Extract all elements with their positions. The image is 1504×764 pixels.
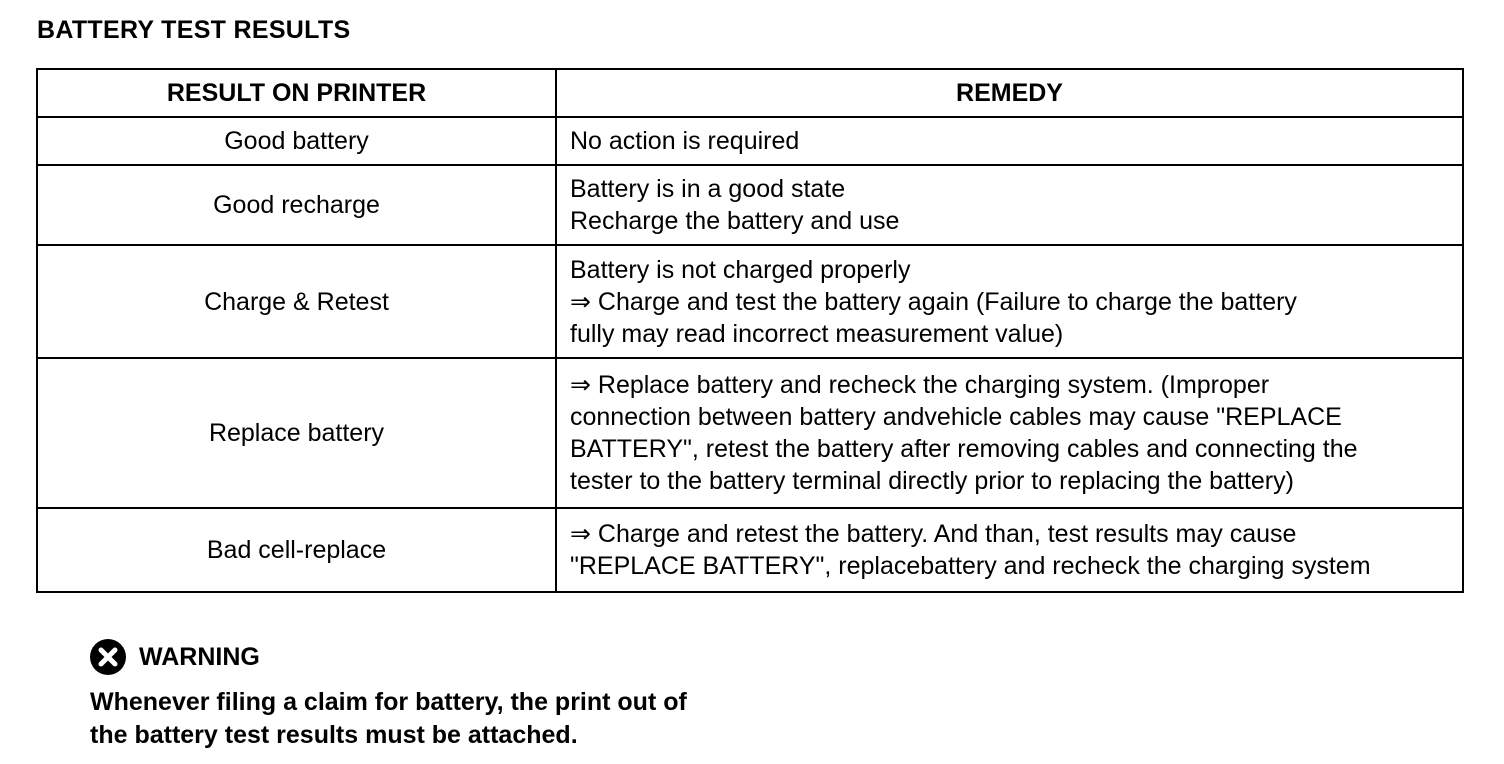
remedy-cell <box>556 117 1463 165</box>
document-title: BATTERY TEST RESULTS <box>37 16 351 44</box>
remedy-cell <box>556 508 1463 592</box>
x-circle-icon <box>90 639 126 675</box>
warning-text <box>90 686 790 752</box>
warning-line: the battery test results must be attached. <box>90 721 578 749</box>
remedy-line: Battery is in a good state <box>570 175 846 203</box>
remedy-line: ⇒ Charge and retest the battery. And than, test results may cause <box>570 520 1297 548</box>
warning-heading <box>90 639 260 675</box>
table-header-row <box>37 69 1463 117</box>
result-cell: Good battery <box>37 117 556 165</box>
table-row <box>37 117 1463 165</box>
warning-line: Whenever filing a claim for battery, the print out of <box>90 688 687 716</box>
warning-label: WARNING <box>139 642 260 671</box>
table-row <box>37 245 1463 358</box>
remedy-line: connection between battery andvehicle cables may cause "REPLACE <box>570 403 1342 431</box>
table-row <box>37 508 1463 592</box>
result-cell: Good recharge <box>37 165 556 245</box>
remedy-line: Battery is not charged properly <box>570 255 911 284</box>
table-row <box>37 358 1463 508</box>
remedy-line: ⇒ Replace battery and recheck the charging system. (Improper <box>570 371 1270 399</box>
result-cell: Charge & Retest <box>37 245 556 358</box>
remedy-cell <box>556 245 1463 358</box>
remedy-line: No action is required <box>570 127 800 155</box>
column-header-result: RESULT ON PRINTER <box>37 69 556 117</box>
battery-test-results-table <box>36 68 1464 593</box>
column-header-remedy: REMEDY <box>556 69 1463 117</box>
remedy-line: fully may read incorrect measurement value) <box>570 319 1064 348</box>
result-cell: Replace battery <box>37 358 556 508</box>
remedy-line: Recharge the battery and use <box>570 207 900 235</box>
remedy-cell <box>556 165 1463 245</box>
table-row <box>37 165 1463 245</box>
remedy-cell <box>556 358 1463 508</box>
remedy-line: tester to the battery terminal directly prior to replacing the battery) <box>570 467 1294 495</box>
remedy-line: ⇒ Charge and test the battery again (Failure to charge the battery <box>570 287 1297 316</box>
remedy-line: "REPLACE BATTERY", replacebattery and recheck the charging system <box>570 552 1371 580</box>
result-cell: Bad cell-replace <box>37 508 556 592</box>
remedy-line: BATTERY", retest the battery after removing cables and connecting the <box>570 435 1358 463</box>
